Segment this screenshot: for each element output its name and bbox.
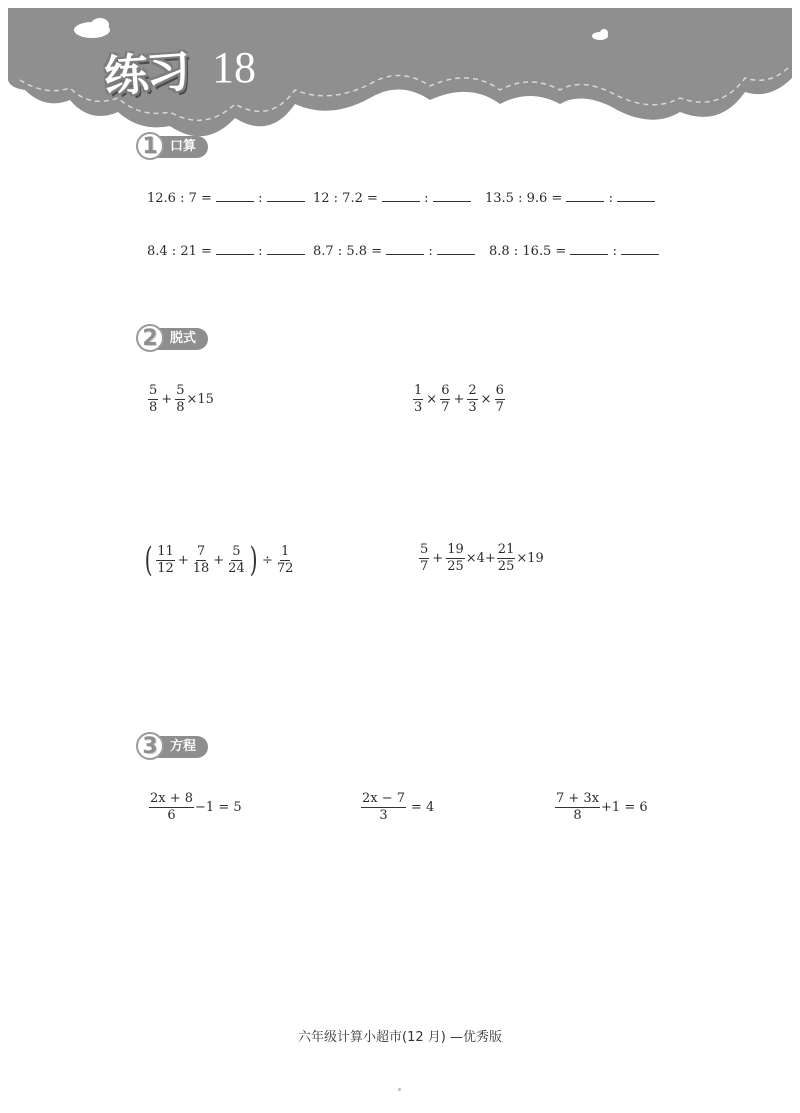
fraction: $\frac{2}{3}$: [468, 383, 477, 415]
answer-blank[interactable]: [437, 244, 475, 255]
colon: :: [612, 244, 617, 259]
fraction: $\frac{21}{25}$: [497, 542, 515, 574]
equation-3: $\frac{7 + 3x}{8}$ +1 = 6: [556, 791, 648, 823]
expression-4: $\frac{5}{7}$ + $\frac{19}{25}$ ×4+ $\frac{21}{25}$ ×19: [420, 542, 544, 574]
oral-item: [313, 191, 471, 206]
answer-blank[interactable]: [617, 191, 655, 202]
oral-item: [313, 244, 475, 259]
fraction: $\frac{5}{8}$: [149, 383, 158, 415]
colon: :: [608, 191, 613, 206]
expression-3: ( $\frac{11}{12}$ + $\frac{7}{18}$ + $\frac{5}{24}$ ) ÷ $\frac{1}{72}$: [144, 540, 294, 580]
oral-question: 8.7 : 5.8 =: [313, 244, 383, 259]
oral-item: [489, 244, 659, 259]
fraction: $\frac{2x + 8}{6}$: [150, 791, 194, 823]
answer-blank[interactable]: [267, 244, 305, 255]
equation-2: $\frac{2x - 7}{3}$ = 4: [362, 791, 435, 823]
exercise-title: 练习: [102, 46, 190, 103]
equation-1: $\frac{2x + 8}{6}$ −1 = 5: [150, 791, 242, 823]
section-3-label: 方程: [148, 736, 208, 758]
section-1-number: 1: [136, 132, 164, 160]
section-2-label: 脱式: [148, 328, 208, 350]
colon: :: [428, 244, 433, 259]
page-header: [0, 0, 800, 150]
oral-question: 8.4 : 21 =: [147, 244, 212, 259]
fraction: $\frac{6}{7}$: [495, 383, 504, 415]
fraction: $\frac{7}{18}$: [192, 543, 210, 576]
fraction: $\frac{1}{3}$: [414, 383, 423, 415]
expression-1: $\frac{5}{8}$ + $\frac{5}{8}$ ×15: [149, 383, 214, 415]
footer-dot: [398, 1088, 401, 1091]
answer-blank[interactable]: [267, 191, 305, 202]
fraction: $\frac{11}{12}$: [157, 543, 174, 576]
answer-blank[interactable]: [621, 244, 659, 255]
oral-question: 12 : 7.2 =: [313, 191, 378, 206]
colon: :: [258, 244, 263, 259]
oral-item: [147, 191, 305, 206]
fraction: $\frac{5}{8}$: [176, 383, 185, 415]
colon: :: [258, 191, 263, 206]
answer-blank[interactable]: [570, 244, 608, 255]
oral-question: 13.5 : 9.6 =: [485, 191, 563, 206]
footer-caption: 六年级计算小超市(12 月) —优秀版: [298, 1030, 502, 1045]
oral-question: 12.6 : 7 =: [147, 191, 212, 206]
answer-blank[interactable]: [566, 191, 604, 202]
fraction: $\frac{6}{7}$: [441, 383, 450, 415]
fraction: $\frac{19}{25}$: [447, 542, 464, 574]
answer-blank[interactable]: [386, 244, 424, 255]
fraction: $\frac{5}{24}$: [228, 543, 245, 576]
answer-blank[interactable]: [216, 244, 254, 255]
fraction: $\frac{5}{7}$: [420, 542, 429, 574]
answer-blank[interactable]: [433, 191, 471, 202]
exercise-number: 18: [212, 43, 256, 92]
fraction: $\frac{2x - 7}{3}$: [362, 791, 406, 823]
answer-blank[interactable]: [382, 191, 420, 202]
answer-blank[interactable]: [216, 191, 254, 202]
section-3-number: 3: [136, 732, 164, 760]
fraction: $\frac{7 + 3x}{8}$: [556, 791, 600, 823]
section-1-label: 口算: [148, 136, 208, 158]
oral-question: 8.8 : 16.5 =: [489, 244, 567, 259]
section-2-number: 2: [136, 324, 164, 352]
fraction: $\frac{1}{72}$: [276, 543, 294, 576]
expression-2: $\frac{1}{3}$ × $\frac{6}{7}$ + $\frac{2}{3}$ × $\frac{6}{7}$: [414, 383, 504, 415]
oral-item: [147, 244, 305, 259]
oral-item: [485, 191, 655, 206]
colon: :: [424, 191, 429, 206]
